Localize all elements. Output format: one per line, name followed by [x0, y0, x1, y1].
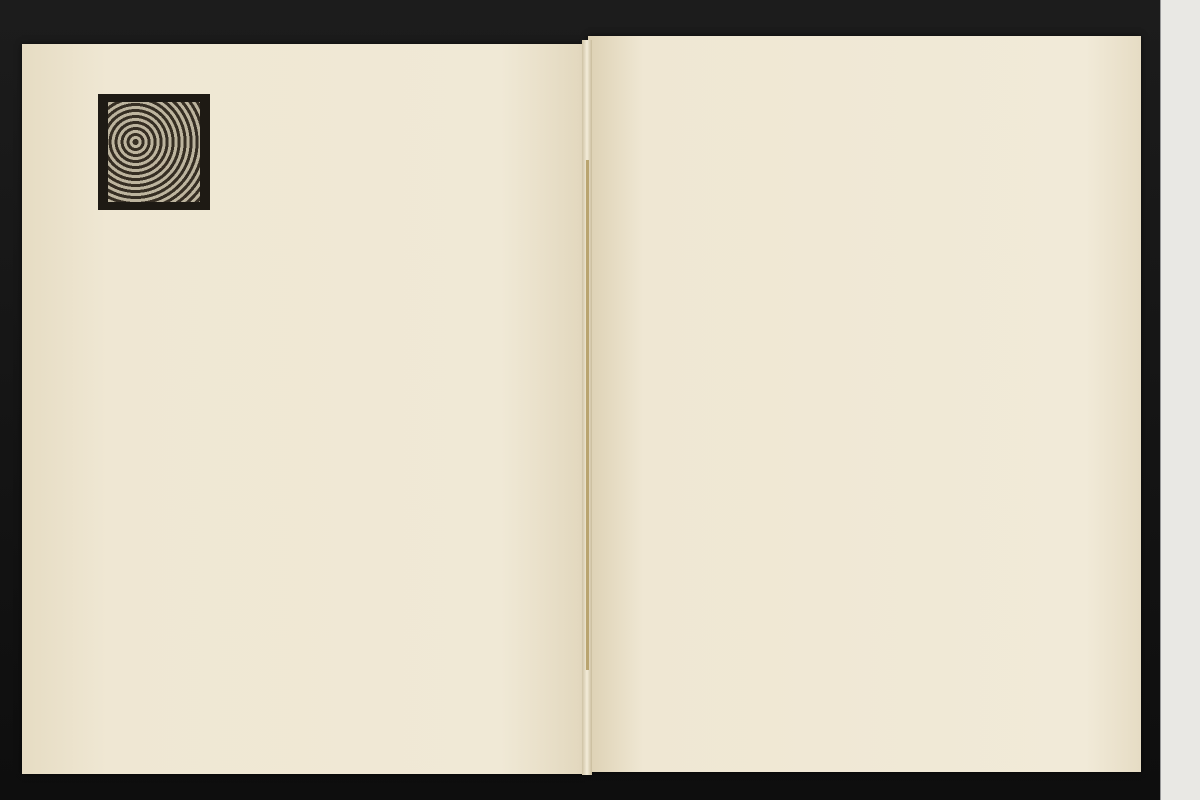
binding-thread	[586, 160, 589, 670]
measuring-ruler	[1160, 0, 1200, 800]
right-page	[588, 36, 1141, 772]
ornamental-initial	[98, 94, 210, 210]
